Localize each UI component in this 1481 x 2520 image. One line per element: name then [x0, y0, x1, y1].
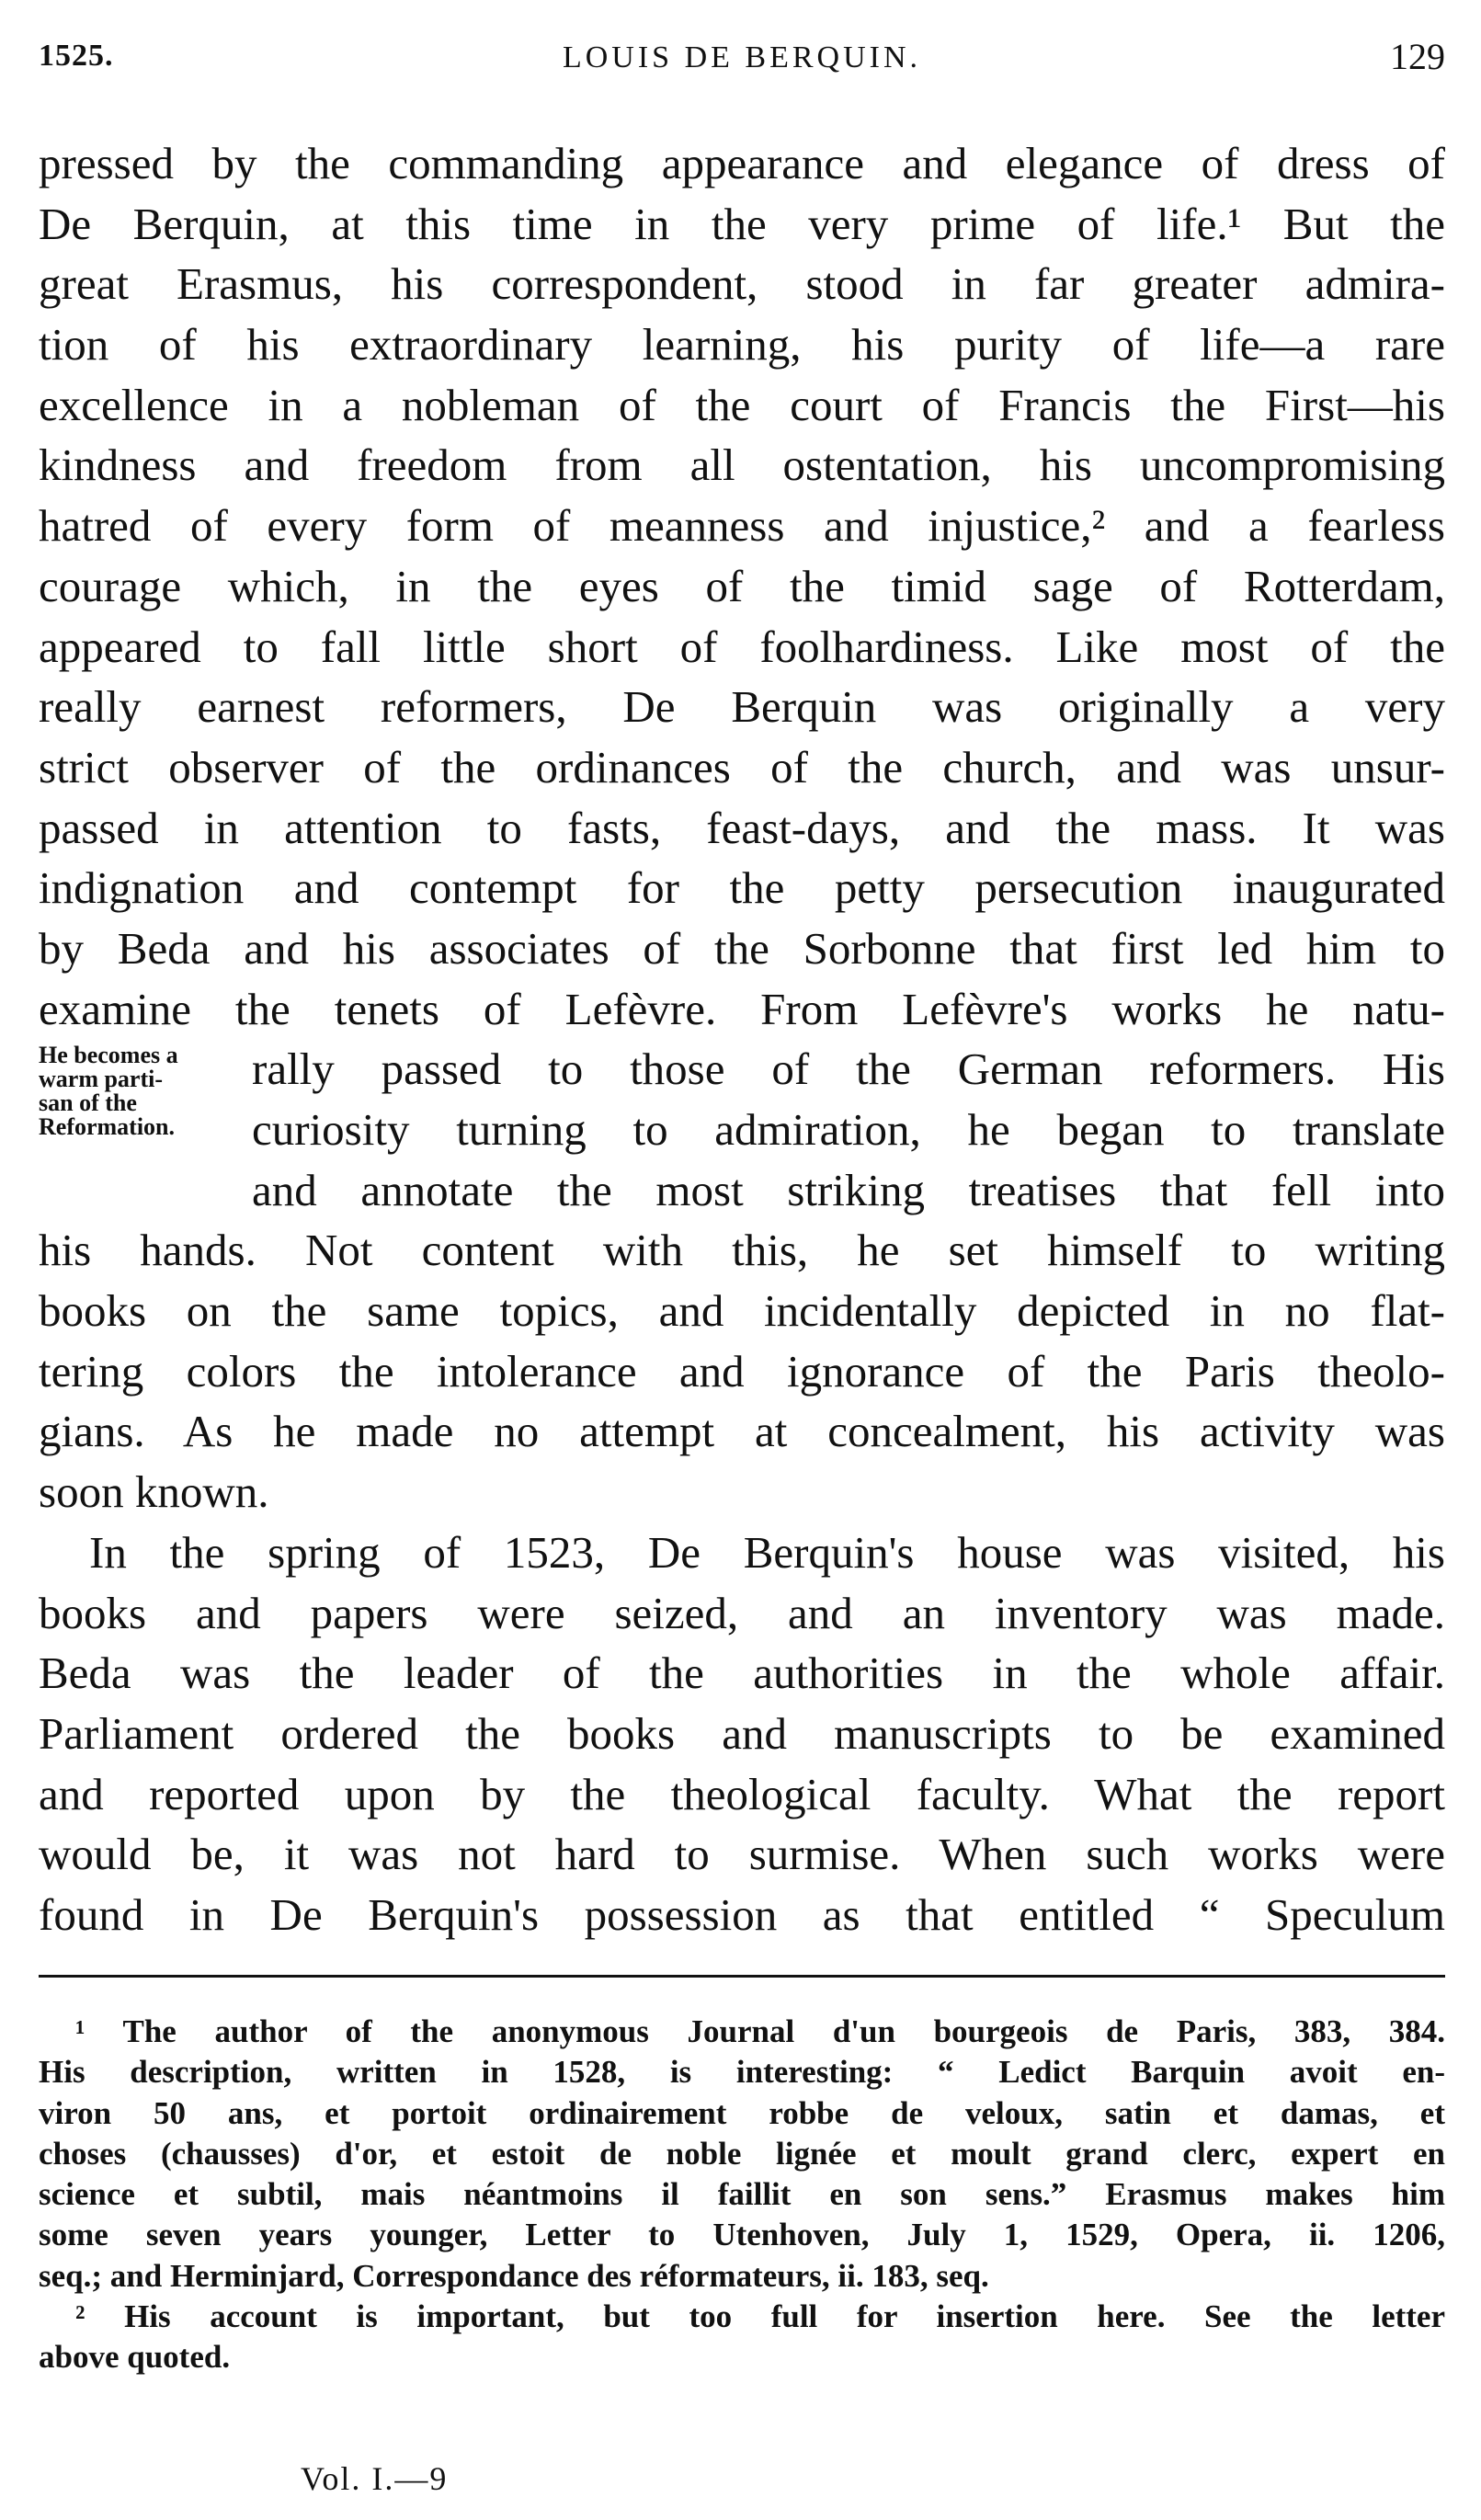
text-line: kindness and freedom from all ostentation, his uncompromising [39, 439, 1445, 491]
book-page [39, 0, 1445, 2520]
text-line: excellence in a nobleman of the court of Francis the First—his [39, 379, 1445, 430]
footnote-line: His description, written in 1528, is interesting: “ Ledict Barquin avoit en- [39, 2054, 1445, 2091]
footnote-divider [39, 1975, 1445, 1978]
text-line: appeared to fall little short of foolhardiness. Like most of the [39, 621, 1445, 672]
text-line: De Berquin, at this time in the very prime of life.¹ But the [39, 198, 1445, 249]
text-line: found in De Berquin's possession as that entitled “ Speculum [39, 1888, 1445, 1940]
signature-mark: Vol. I.—9 [301, 2460, 449, 2497]
footnote-line: choses (chausses) d'or, et estoit de noble lignée et moult grand clerc, expert en [39, 2135, 1445, 2172]
running-header [39, 35, 1445, 90]
footnotes [39, 2012, 1445, 2378]
page-number: 129 [1390, 36, 1445, 77]
text-line: Parliament ordered the books and manuscripts to be examined [39, 1707, 1445, 1759]
footnote-line: science et subtil, mais néantmoins il faillit en son sens.” Erasmus makes him [39, 2176, 1445, 2213]
text-line: hatred of every form of meanness and injustice,² and a fearless [39, 500, 1445, 552]
footnote-line: ² His account is important, but too full for insertion here. See the letter [75, 2298, 1445, 2335]
text-line: curiosity turning to admiration, he began to translate [252, 1104, 1445, 1155]
main-text [39, 133, 1445, 1945]
text-line: by Beda and his associates of the Sorbonne that first led him to [39, 922, 1445, 974]
text-line: gians. As he made no attempt at concealment, his activity was [39, 1406, 1445, 1457]
margin-note-line: He becomes a [39, 1042, 178, 1068]
margin-note [39, 1043, 250, 1139]
text-line: examine the tenets of Lefèvre. From Lefèvre's works he natu- [39, 983, 1445, 1034]
text-line: great Erasmus, his correspondent, stood in far greater admira- [39, 258, 1445, 310]
text-line: Beda was the leader of the authorities in the whole affair. [39, 1648, 1445, 1699]
text-line: his hands. Not content with this, he set himself to writing [39, 1225, 1445, 1276]
margin-note-line: warm parti- [39, 1066, 164, 1092]
footnote-line: viron 50 ans, et portoit ordinairement robbe de veloux, satin et damas, et [39, 2094, 1445, 2131]
text-line: pressed by the commanding appearance and elegance of dress of [39, 138, 1445, 188]
text-line: would be, it was not hard to surmise. When such works were [39, 1829, 1445, 1880]
text-line: indignation and contempt for the petty persecution inaugurated [39, 862, 1445, 914]
text-line: soon known. [39, 1466, 269, 1518]
text-line: passed in attention to fasts, feast-days, and the mass. It was [39, 802, 1445, 853]
header-year: 1525. [39, 39, 114, 73]
footnote-line: some seven years younger, Letter to Utenhoven, July 1, 1529, Opera, ii. 1206, [39, 2217, 1445, 2253]
text-line: In the spring of 1523, De Berquin's house was visited, his [89, 1526, 1445, 1578]
margin-note-line: Reformation. [39, 1113, 176, 1140]
footnote-line: above quoted. [39, 2339, 231, 2376]
text-line: books on the same topics, and incidentally depicted in no flat- [39, 1285, 1445, 1337]
text-line: courage which, in the eyes of the timid sage of Rotterdam, [39, 560, 1445, 611]
margin-note-line: san of the [39, 1089, 137, 1116]
text-line: rally passed to those of the German reformers. His [252, 1043, 1445, 1095]
text-line: tering colors the intolerance and ignorance of the Paris theolo- [39, 1345, 1445, 1397]
text-line: tion of his extraordinary learning, his purity of life—a rare [39, 319, 1445, 371]
footnote-line: seq.; and Herminjard, Correspondance des réformateurs, ii. 183, seq. [39, 2257, 989, 2294]
text-line: and annotate the most striking treatises that fell into [252, 1164, 1445, 1215]
header-title: LOUIS DE BERQUIN. [562, 40, 922, 74]
text-line: strict observer of the ordinances of the church, and was unsur- [39, 741, 1445, 792]
text-line: books and papers were seized, and an inventory was made. [39, 1587, 1445, 1638]
text-line: really earnest reformers, De Berquin was originally a very [39, 681, 1445, 733]
footnote-line: ¹ The author of the anonymous Journal d'un bourgeois de Paris, 383, 384. [75, 2013, 1445, 2049]
text-line: and reported upon by the theological faculty. What the report [39, 1768, 1445, 1819]
